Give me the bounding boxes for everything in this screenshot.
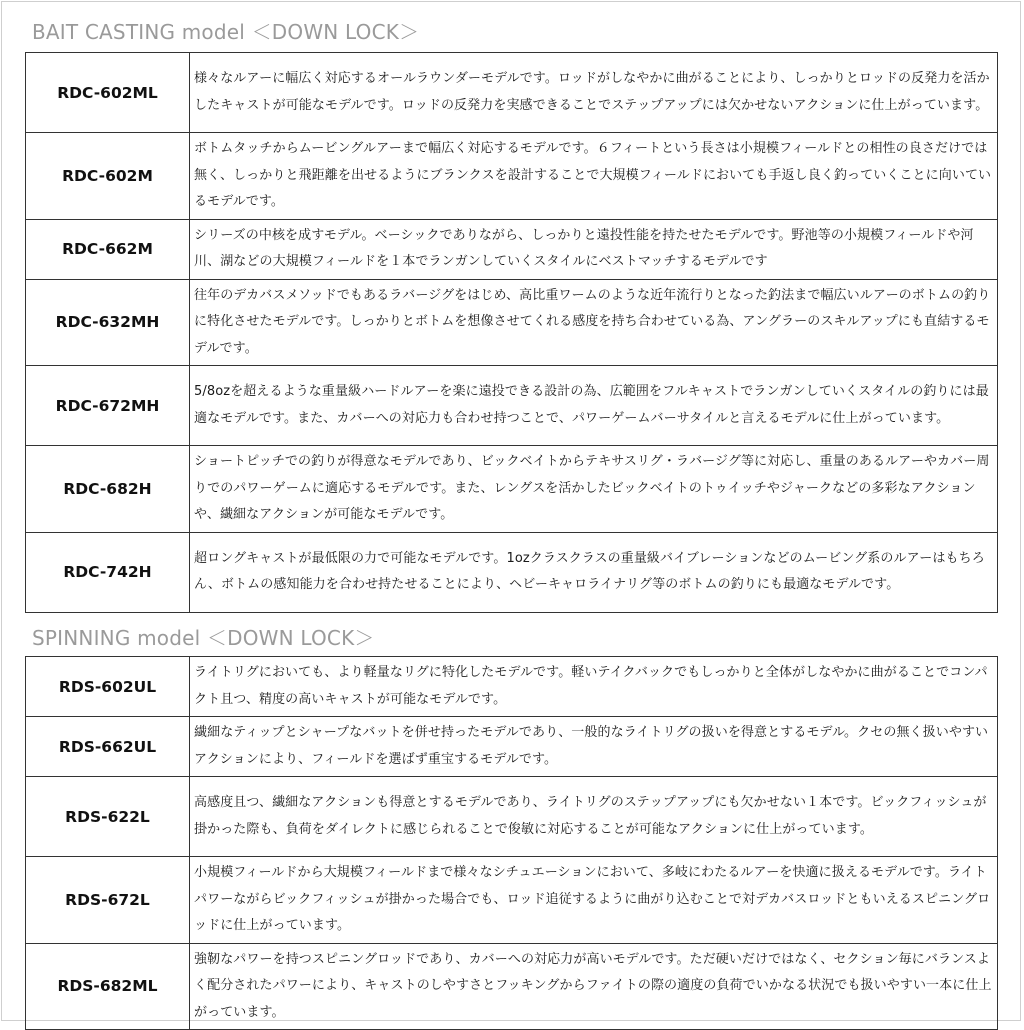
- spinning-table: [25, 656, 998, 1030]
- model-name: RDC-602M: [26, 133, 190, 220]
- table-row: [26, 717, 998, 777]
- model-description: 超ロングキャストが最低限の力で可能なモデルです。1ozクラスクラスの重量級バイブレーションなどのムービング系のルアーはもちろん、ボトムの感知能力を合わせ持たせることにより、ヘビーキャロライナリグ等のボトムの釣りにも最適なモデルです。: [190, 532, 998, 612]
- table-row: [26, 279, 998, 366]
- table-row: [26, 366, 998, 446]
- model-name: RDS-662UL: [26, 717, 190, 777]
- model-name: RDC-662M: [26, 219, 190, 279]
- model-description: 強靭なパワーを持つスピニングロッドであり、カバーへの対応力が高いモデルです。ただ硬いだけではなく、セクション毎にバランスよく配分されたパワーにより、キャストのしやすさとフッキングからファイトの際の適度の負荷でいかなる状況でも扱いやすい一本に仕上がっています。: [190, 943, 998, 1030]
- model-description: 往年のデカバスメソッドでもあるラバージグをはじめ、高比重ワームのような近年流行りとなった釣法まで幅広いルアーのボトムの釣りに特化させたモデルです。しっかりとボトムを想像させてくれる感度を持ち合わせている為、アングラーのスキルアップにも直結するモデルです。: [190, 279, 998, 366]
- table-row: [26, 446, 998, 533]
- model-name: RDC-602ML: [26, 53, 190, 133]
- model-name: RDS-672L: [26, 857, 190, 944]
- model-description: シリーズの中核を成すモデル。ベーシックでありながら、しっかりと遠投性能を持たせたモデルです。野池等の小規模フィールドや河川、湖などの大規模フィールドを１本でランガンしていくスタイルにベストマッチするモデルです: [190, 219, 998, 279]
- model-name: RDC-672MH: [26, 366, 190, 446]
- model-description: ライトリグにおいても、より軽量なリグに特化したモデルです。軽いテイクバックでもしっかりと全体がしなやかに曲がることでコンパクト且つ、精度の高いキャストが可能なモデルです。: [190, 657, 998, 717]
- table-row: [26, 53, 998, 133]
- table-row: [26, 657, 998, 717]
- table-row: [26, 943, 998, 1030]
- model-name: RDC-682H: [26, 446, 190, 533]
- model-description: ボトムタッチからムービングルアーまで幅広く対応するモデルです。６フィートという長さは小規模フィールドとの相性の良さだけでは無く、しっかりと飛距離を出せるようにブランクスを設計することで大規模フィールドにおいても手返し良く釣っていくことに向いているモデルです。: [190, 133, 998, 220]
- table-row: [26, 219, 998, 279]
- spinning-title: SPINNING model ＜DOWN LOCK＞: [32, 626, 375, 650]
- model-name: RDS-602UL: [26, 657, 190, 717]
- model-description: 小規模フィールドから大規模フィールドまで様々なシチュエーションにおいて、多岐にわたるルアーを快適に扱えるモデルです。ライトパワーながらビックフィッシュが掛かった場合でも、ロッド追従するように曲がり込むことで対デカバスロッドともいえるスピニングロッドに仕上がっています。: [190, 857, 998, 944]
- model-description: 繊細なティップとシャープなバットを併せ持ったモデルであり、一般的なライトリグの扱いを得意とするモデル。クセの無く扱いやすいアクションにより、フィールドを選ばず重宝するモデルです。: [190, 717, 998, 777]
- bait-casting-title: BAIT CASTING model ＜DOWN LOCK＞: [32, 20, 420, 44]
- model-name: RDS-682ML: [26, 943, 190, 1030]
- model-description: ショートピッチでの釣りが得意なモデルであり、ビックベイトからテキサスリグ・ラバージグ等に対応し、重量のあるルアーやカバー周りでのパワーゲームに適応するモデルです。また、レングスを活かしたビックベイトのトゥイッチやジャークなどの多彩なアクションや、繊細なアクションが可能なモデルです。: [190, 446, 998, 533]
- table-row: [26, 857, 998, 944]
- model-description: 様々なルアーに幅広く対応するオールラウンダーモデルです。ロッドがしなやかに曲がることにより、しっかりとロッドの反発力を活かしたキャストが可能なモデルです。ロッドの反発力を実感できることでステップアップには欠かせないアクションに仕上がっています。: [190, 53, 998, 133]
- table-row: [26, 777, 998, 857]
- model-description: 高感度且つ、繊細なアクションも得意とするモデルであり、ライトリグのステップアップにも欠かせない１本です。ビックフィッシュが掛かった際も、負荷をダイレクトに感じられることで俊敏に対応することが可能なアクションに仕上がっています。: [190, 777, 998, 857]
- table-row: [26, 532, 998, 612]
- model-name: RDC-632MH: [26, 279, 190, 366]
- bait-casting-table: [25, 52, 998, 613]
- model-name: RDS-622L: [26, 777, 190, 857]
- model-description: 5/8ozを超えるような重量級ハードルアーを楽に遠投できる設計の為、広範囲をフルキャストでランガンしていくスタイルの釣りには最適なモデルです。また、カバーへの対応力も合わせ持つことで、パワーゲームバーサタイルと言えるモデルに仕上がっています。: [190, 366, 998, 446]
- model-name: RDC-742H: [26, 532, 190, 612]
- table-row: [26, 133, 998, 220]
